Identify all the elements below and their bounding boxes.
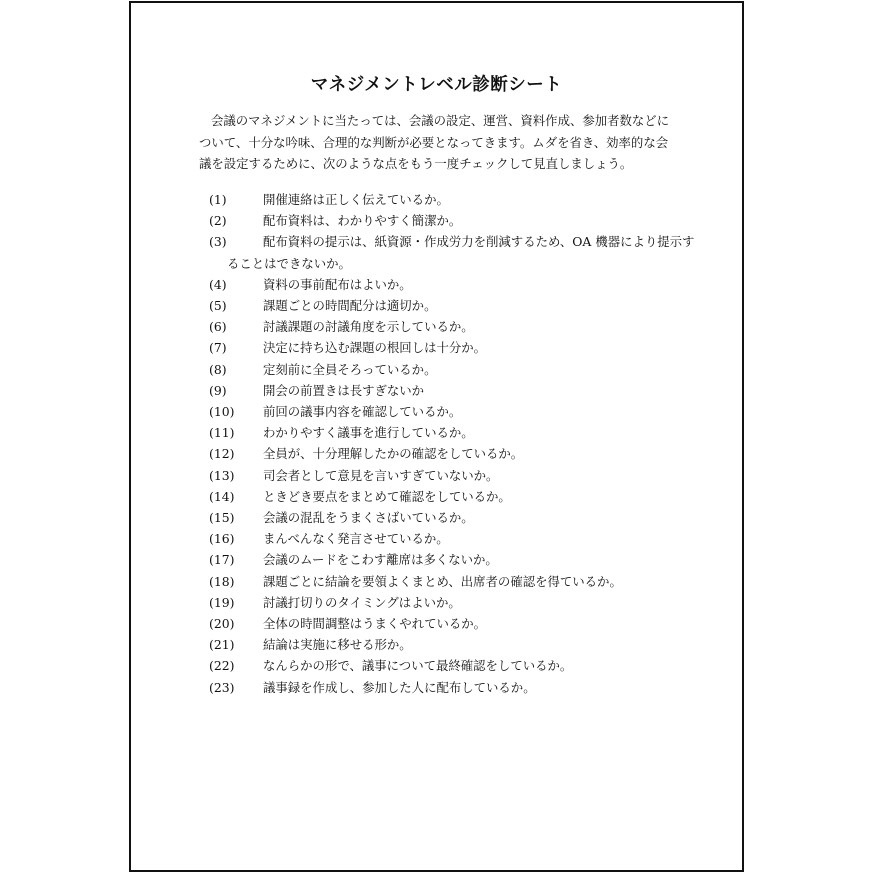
- item-text: 定刻前に全員そろっているか。: [263, 361, 437, 377]
- item-text: 議事録を作成し、参加した人に配布しているか。: [263, 679, 536, 695]
- item-text: 配布資料は、わかりやすく簡潔か。: [263, 213, 462, 229]
- item-number: (18): [209, 573, 235, 589]
- item-text: 配布資料の提示は、紙資源・作成労力を削減するため、OA 機器により提示す: [263, 234, 695, 250]
- checklist-item: [209, 422, 729, 443]
- checklist-item: [209, 677, 729, 698]
- intro-line: 会議のマネジメントに当たっては、会議の設定、運営、資料作成、参加者数などに: [211, 113, 670, 128]
- item-text: ときどき要点をまとめて確認をしているか。: [263, 488, 511, 504]
- checklist-item: [209, 337, 729, 358]
- item-number: (2): [209, 213, 227, 229]
- item-text: 開催連絡は正しく伝えているか。: [263, 192, 449, 207]
- item-text: 結論は実施に移せる形か。: [263, 637, 412, 653]
- page-title: マネジメントレベル診断シート: [310, 75, 563, 95]
- item-text: 全員が、十分理解したかの確認をしているか。: [263, 446, 524, 462]
- item-number: (15): [209, 510, 235, 526]
- item-text: 前回の議事内容を確認しているか。: [263, 404, 462, 420]
- item-number: (14): [209, 488, 235, 504]
- item-number: (12): [209, 446, 235, 462]
- item-text: 決定に持ち込む課題の根回しは十分か。: [263, 340, 487, 356]
- item-text: 会議のムードをこわす離席は多くないか。: [263, 552, 498, 568]
- item-number: (10): [209, 404, 235, 420]
- item-text: 全体の時間調整はうまくやれているか。: [263, 616, 487, 632]
- item-number: (19): [209, 594, 235, 610]
- checklist-item: [209, 528, 729, 549]
- document-page: [129, 1, 744, 872]
- checklist-item: [209, 231, 729, 252]
- checklist-item: [209, 210, 729, 231]
- item-number: (11): [209, 425, 235, 441]
- checklist-item: [209, 189, 729, 210]
- intro-paragraph: [199, 110, 679, 175]
- checklist-item: [209, 592, 729, 613]
- item-number: (20): [209, 616, 235, 632]
- intro-line: 議を設定するために、次のような点をもう一度チェックして見直しましょう。: [199, 156, 633, 171]
- item-number: (16): [209, 531, 235, 547]
- item-number: (23): [209, 679, 235, 695]
- item-number: (17): [209, 552, 235, 568]
- intro-line: ついて、十分な吟味、合理的な判断が必要となってきます。ムダを省き、効率的な会: [199, 134, 669, 150]
- item-text: なんらかの形で、議事について最終確認をしているか。: [263, 658, 573, 674]
- item-number: (4): [209, 276, 227, 292]
- checklist: [209, 189, 729, 698]
- item-text: 会議の混乱をうまくさばいているか。: [263, 510, 474, 526]
- checklist-item: [209, 401, 729, 422]
- item-number: (22): [209, 658, 235, 674]
- checklist-item: [209, 486, 729, 507]
- item-text: 課題ごとに結論を要領よくまとめ、出席者の確認を得ているか。: [263, 573, 622, 589]
- item-text-continuation: ることはできないか。: [227, 255, 351, 271]
- item-text: わかりやすく議事を進行しているか。: [263, 425, 474, 441]
- item-number: (21): [209, 637, 235, 653]
- checklist-item: [209, 549, 729, 570]
- item-text: 討議打切りのタイミングはよいか。: [263, 594, 461, 610]
- checklist-item: [209, 465, 729, 486]
- checklist-item: [209, 613, 729, 634]
- checklist-item: [209, 316, 729, 337]
- checklist-item: [209, 443, 729, 464]
- item-text: まんべんなく発言させているか。: [263, 531, 449, 547]
- checklist-item: [209, 507, 729, 528]
- checklist-item: [209, 655, 729, 676]
- checklist-item: [209, 571, 729, 592]
- item-text: 開会の前置きは長すぎないか: [263, 382, 425, 398]
- item-number: (7): [209, 340, 227, 356]
- item-text: 討議課題の討議角度を示しているか。: [263, 319, 474, 335]
- item-number: (5): [209, 298, 227, 314]
- checklist-item: [209, 380, 729, 401]
- item-number: (9): [209, 382, 227, 398]
- item-text: 課題ごとの時間配分は適切か。: [263, 298, 437, 314]
- item-number: (3): [209, 234, 227, 250]
- checklist-item: [209, 359, 729, 380]
- item-number: (13): [209, 467, 235, 483]
- checklist-item: [209, 634, 729, 655]
- item-text: 資料の事前配布はよいか。: [263, 276, 412, 292]
- item-text: 司会者として意見を言いすぎていないか。: [263, 467, 499, 483]
- checklist-item: [209, 274, 729, 295]
- checklist-item: [209, 295, 729, 316]
- item-number: (8): [209, 361, 227, 377]
- item-number: (6): [209, 319, 227, 335]
- item-number: (1): [209, 192, 227, 207]
